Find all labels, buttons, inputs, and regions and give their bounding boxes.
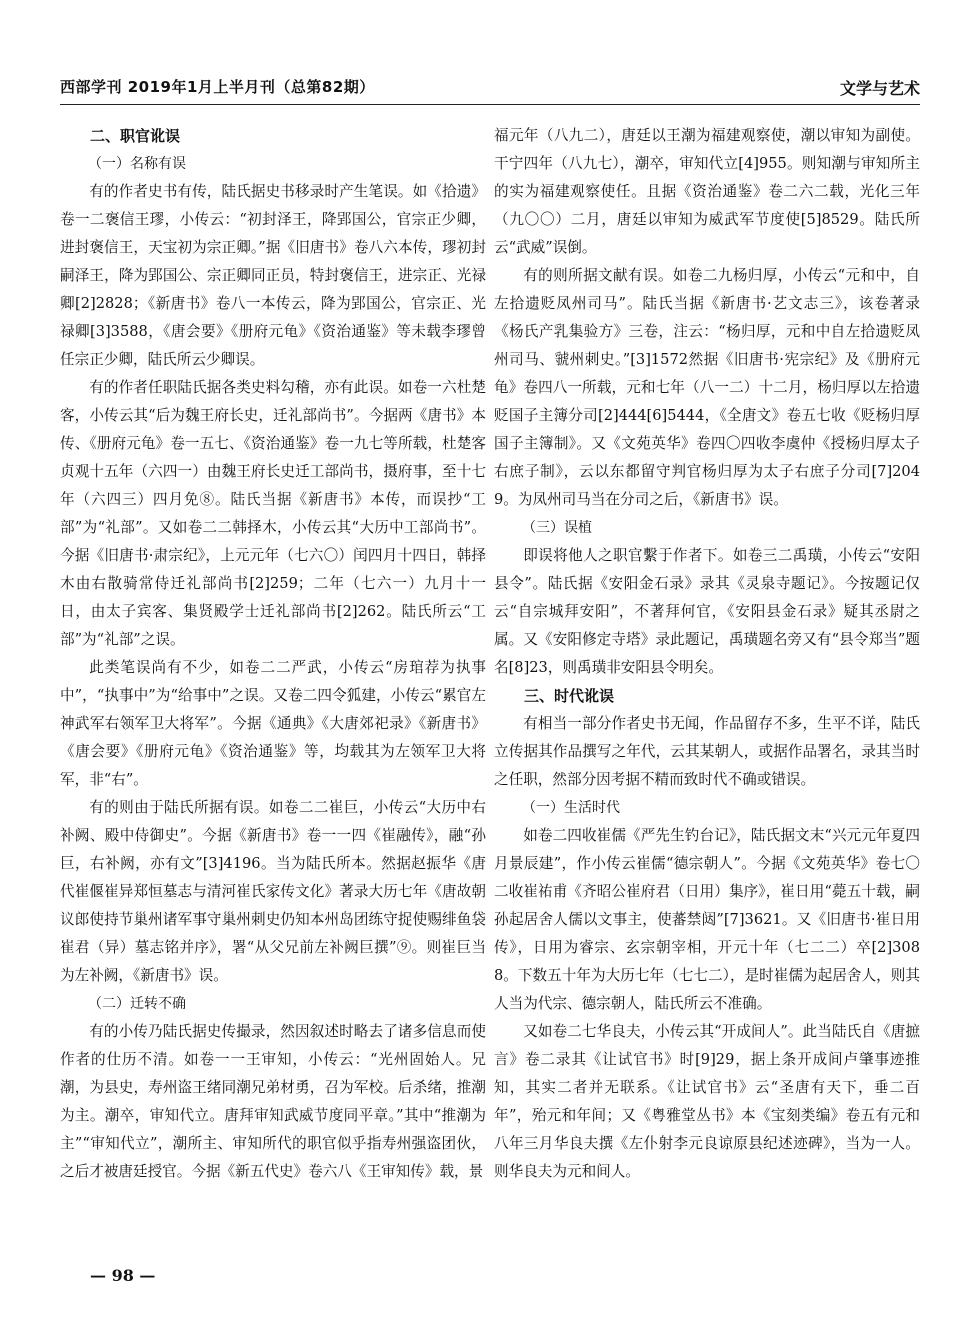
- paragraph: 又如卷二七华良夫，小传云其“开成间人”。此当陆氏自《唐摭言》卷二录其《让试官书》时[9]29，据上条开成间卢肇事迹推知，其实二者并无联系。《让试官书》云“圣唐有天下，垂二百年”，殆元和年间；又《粤雅堂丛书》本《宝刻类编》卷五有元和八年三月华良夫撰《左仆射李元良谅原县纪述迹碑》，当为一人。则华良夫为元和间人。: [494, 1023, 920, 1180]
- paragraph: 有的小传乃陆氏据史传撮录，然因叙述时略去了诸多信息而使作者的仕历不清。如卷一一王审知，小传云：“光州固始人。兄潮，为县史，寿州盗王绪同潮兄弟材勇，召为军校。后杀绪，推潮为主。潮卒，审知代立。唐拜审知武威节度同平章。”其中“推潮为主”“审知代立”，潮所主、审知所代的职官似乎指寿州强盗团伙，之后才被唐廷授官。今据《新五代史》卷六八《王审知传》载，景: [60, 1023, 486, 1180]
- section-heading: 三、时代讹误: [524, 687, 615, 705]
- paragraph: 如卷二四收崔儒《严先生钓台记》，陆氏据文末“兴元元年夏四月景辰建”，作小传云崔儒“德宗朝人”。今据《文苑英华》卷七〇二收崔祐甫《齐昭公崔府君（日用）集序》，崔日用“薨五十载，嗣孙起居舍人儒以文事主，使蕃禁闼”[7]3621。又《旧唐书·崔日用传》，日用为睿宗、玄宗朝宰相，开元十年（七二二）卒[2]3088。下数五十年为大历七年（七七二），是时崔儒为起居舍人，则其人当为代宗、德宗朝人，陆氏所云不准确。: [494, 827, 920, 1012]
- paragraph: 有相当一部分作者史书无闻，作品留存不多，生平不详，陆氏立传据其作品撰写之年代，云其某朝人，或据作品署名，录其当时之任职，然部分因考据不精而致时代不确或错误。: [494, 715, 920, 788]
- paragraph: 有的作者任职陆氏据各类史料勾稽，亦有此误。如卷一六杜楚客，小传云其“后为魏王府长史，迁礼部尚书”。今据两《唐书》本传、《册府元龟》卷一五七、《资治通鉴》卷一九七等所载，杜楚客贞观十五年（六四一）由魏王府长史迁工部尚书，摄府事，至十七年（六四三）四月免⑧。陆氏当据《新唐书》本传，而误抄“工部”为“礼部”。又如卷二二韩择木，小传云其“大历中工部尚书”。今据《旧唐书·肃宗纪》，上元元年（七六〇）闰四月十四日，韩择木由右散骑常侍迁礼部尚书[2]259；二年（七六一）九月十一日，由太子宾客、集贤殿学士迁礼部尚书[2]262。陆氏所云“工部”为“礼部”之误。: [60, 379, 486, 648]
- subsection-heading: （一）生活时代: [522, 800, 620, 816]
- subsection-heading: （三）误植: [522, 520, 592, 536]
- subsection-heading: （二）迁转不确: [88, 996, 186, 1012]
- subsection-heading: （一）名称有误: [88, 156, 186, 172]
- page-header: [60, 74, 920, 105]
- right-column: [494, 122, 920, 1186]
- left-column: [60, 122, 486, 1186]
- section-title: 文学与艺术: [839, 79, 920, 98]
- journal-title: 西部学刊 2019年1月上半月刊（总第82期）: [60, 78, 375, 96]
- section-heading: 二、职官讹误: [90, 127, 181, 145]
- paragraph: 有的作者史书有传，陆氏据史书移录时产生笔误。如《拾遗》卷一二褒信王璆，小传云：“初封泽王，降郢国公，官宗正少卿，进封褒信王，天宝初为宗正卿。”据《旧唐书》卷八六本传，璆初封嗣泽王，降为郢国公、宗正卿同正员，特封褒信王，进宗正、光禄卿[2]2828；《新唐书》卷八一本传云，降为郢国公，官宗正、光禄卿[3]3588，《唐会要》《册府元龟》《资治通鉴》等未载李璆曾任宗正少卿，陆氏所云少卿误。: [60, 183, 486, 368]
- paragraph: 即误将他人之职官繫于作者下。如卷三二禹璜，小传云“安阳县令”。陆氏据《安阳金石录》录其《灵泉寺题记》。今按题记仅云“自宗城拜安阳”，不著拜何官，《安阳县金石录》疑其丞尉之属。又《安阳修定寺塔》录此题记，禹璜题名旁又有“县令郑当”题名[8]23，则禹璜非安阳县令明矣。: [494, 547, 920, 676]
- paragraph: 有的则由于陆氏所据有误。如卷二二崔巨，小传云“大历中右补阙、殿中侍御史”。今据《新唐书》卷一一四《崔融传》，融“孙巨，右补阙，亦有文”[3]4196。当为陆氏所本。然据赵振华《唐代崔偃崔异郑恒墓志与清河崔氏家传文化》著录大历七年《唐故朝议郎使持节巢州诸军事守巢州刺史仍知本州岛团练守捉使赐绯鱼袋崔君（异）墓志铭并序》，署“从父兄前左补阙巨撰”⑨。则崔巨当为左补阙，《新唐书》误。: [60, 799, 486, 984]
- paragraph: 此类笔误尚有不少，如卷二二严武，小传云“房琯荐为执事中”，“执事中”为“给事中”之误。又卷二四令狐建，小传云“累官左神武军右领军卫大将军”。今据《通典》《大唐郊祀录》《新唐书》《唐会要》《册府元龟》《资治通鉴》等，均载其为左领军卫大将军，非“右”。: [60, 659, 486, 788]
- page-number: — 98 —: [90, 1266, 156, 1285]
- paragraph-continued: 福元年（八九二），唐廷以王潮为福建观察使，潮以审知为副使。干宁四年（八九七），潮卒，审知代立[4]955。则知潮与审知所主的实为福建观察使任。且据《资治通鉴》卷二六二载，光化三年（九〇〇）二月，唐廷以审知为威武军节度使[5]8529。陆氏所云“武威”误倒。: [494, 127, 920, 256]
- paragraph: 有的则所据文献有误。如卷二九杨归厚，小传云“元和中，自左拾遗贬凤州司马”。陆氏当据《新唐书·艺文志三》，该卷著录《杨氏产乳集验方》三卷，注云：“杨归厚，元和中自左拾遗贬凤州司马、虢州刺史。”[3]1572然据《旧唐书·宪宗纪》及《册府元龟》卷四八一所载，元和七年（八一二）十二月，杨归厚以左拾遗贬国子主簿分司[2]444[6]5444，《全唐文》卷五七收《贬杨归厚国子主簿制》。又《文苑英华》卷四〇四收李虞仲《授杨归厚太子右庶子制》，云以东都留守判官杨归厚为太子右庶子分司[7]2049。为凤州司马当在分司之后，《新唐书》误。: [494, 267, 920, 508]
